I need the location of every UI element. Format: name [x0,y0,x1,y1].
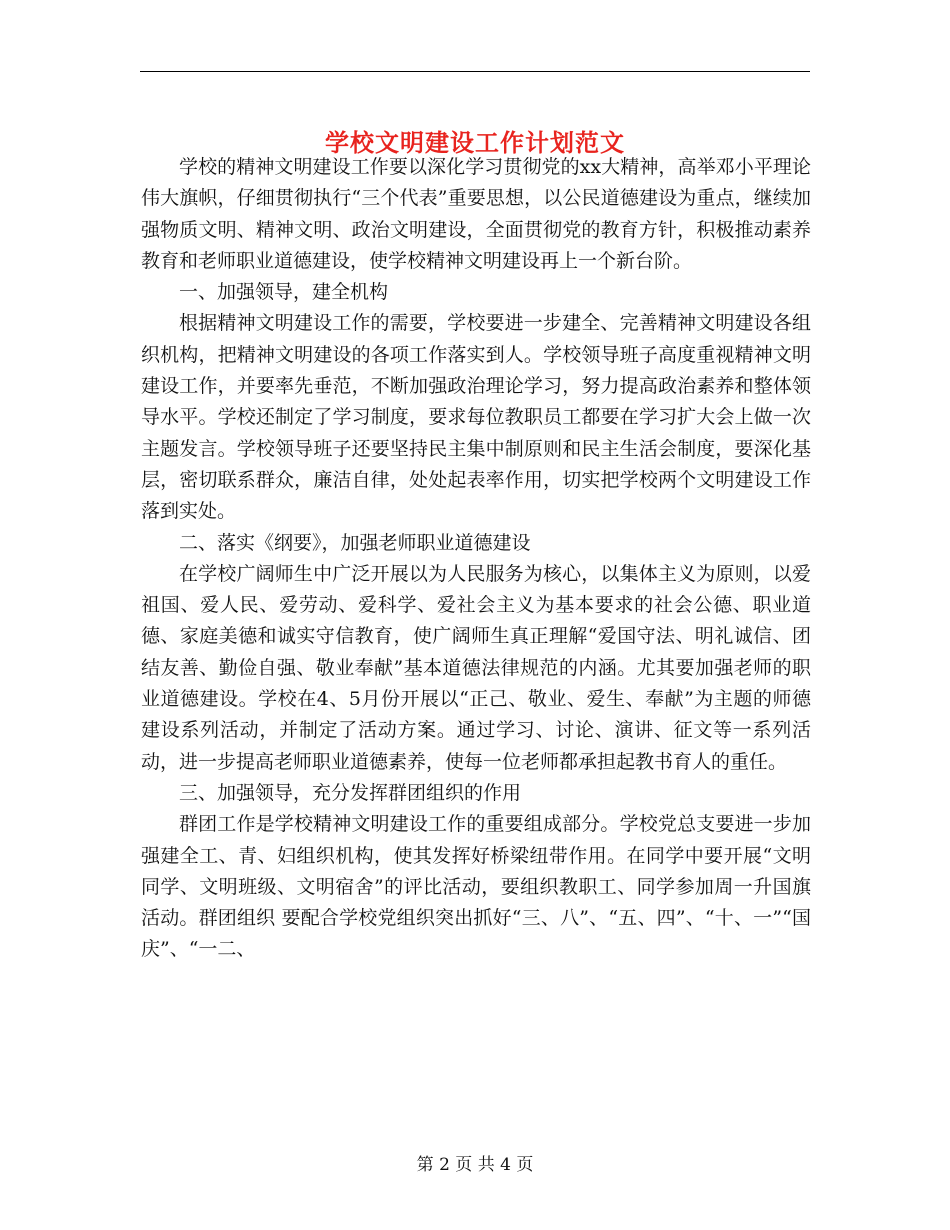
section-heading-1: 一、加强领导，建全机构 [179,281,389,304]
document-title: 学校文明建设工作计划范文 [325,129,625,158]
section-paragraph-1: 根据精神文明建设工作的需要，学校要进一步建全、完善精神文明建设各组织机构，把精神文明建设的各项工作落实到人。学校领导班子高度重视精神文明建设工作，并要率先垂范，不断加强政治理论学习，努力提高政治素养和整体领导水平。学校还制定了学习制度，要求每位教职员工都要在学习扩大会上做一次主题发言。学校领导班子还要坚持民主集中制原则和民主生活会制度，要深化基层，密切联系群众，廉洁自律，处处起表率作用，切实把学校两个文明建设工作落到实处。 [141,312,811,523]
page-number: 第 2 页 共 4 页 [416,1155,534,1175]
section-paragraph-3: 群团工作是学校精神文明建设工作的重要组成部分。学校党总支要进一步加强建全工、青、妇组织机构，使其发挥好桥梁纽带作用。在同学中要开展“文明同学、文明班级、文明宿舍”的评比活动，要组织教职工、同学参加周一升国旗活动。群团组织 要配合学校党组织突出抓好“三、八”、“五、四”、“十、一”“国庆”、“一二、 [141,813,811,961]
document-body [141,152,811,966]
section-paragraph-2: 在学校广阔师生中广泛开展以为人民服务为核心，以集体主义为原则，以爱祖国、爱人民、爱劳动、爱科学、爱社会主义为基本要求的社会公德、职业道德、家庭美德和诚实守信教育，使广阔师生真正理解“爱国守法、明礼诚信、团结友善、勤俭自强、敬业奉献”基本道德法律规范的内涵。尤其要加强老师的职业道德建设。学校在4、5月份开展以“正己、敬业、爱生、奉献”为主题的师德建设系列活动，并制定了活动方案。通过学习、讨论、演讲、征文等一系列活动，进一步提高老师职业道德素养，使每一位老师都承担起教书育人的重任。 [141,562,811,773]
section-heading-3: 三、加强领导，充分发挥群团组织的作用 [179,781,522,804]
intro-paragraph: 学校的精神文明建设工作要以深化学习贯彻党的xx大精神，高举邓小平理论伟大旗帜，仔细贯彻执行“三个代表”重要思想，以公民道德建设为重点，继续加强物质文明、精神文明、政治文明建设，全面贯彻党的教育方针，积极推动素养教育和老师职业道德建设，使学校精神文明建设再上一个新台阶。 [141,156,811,272]
section-heading-2: 二、落实《纲要》，加强老师职业道德建设 [179,531,531,554]
header-rule [140,71,810,72]
